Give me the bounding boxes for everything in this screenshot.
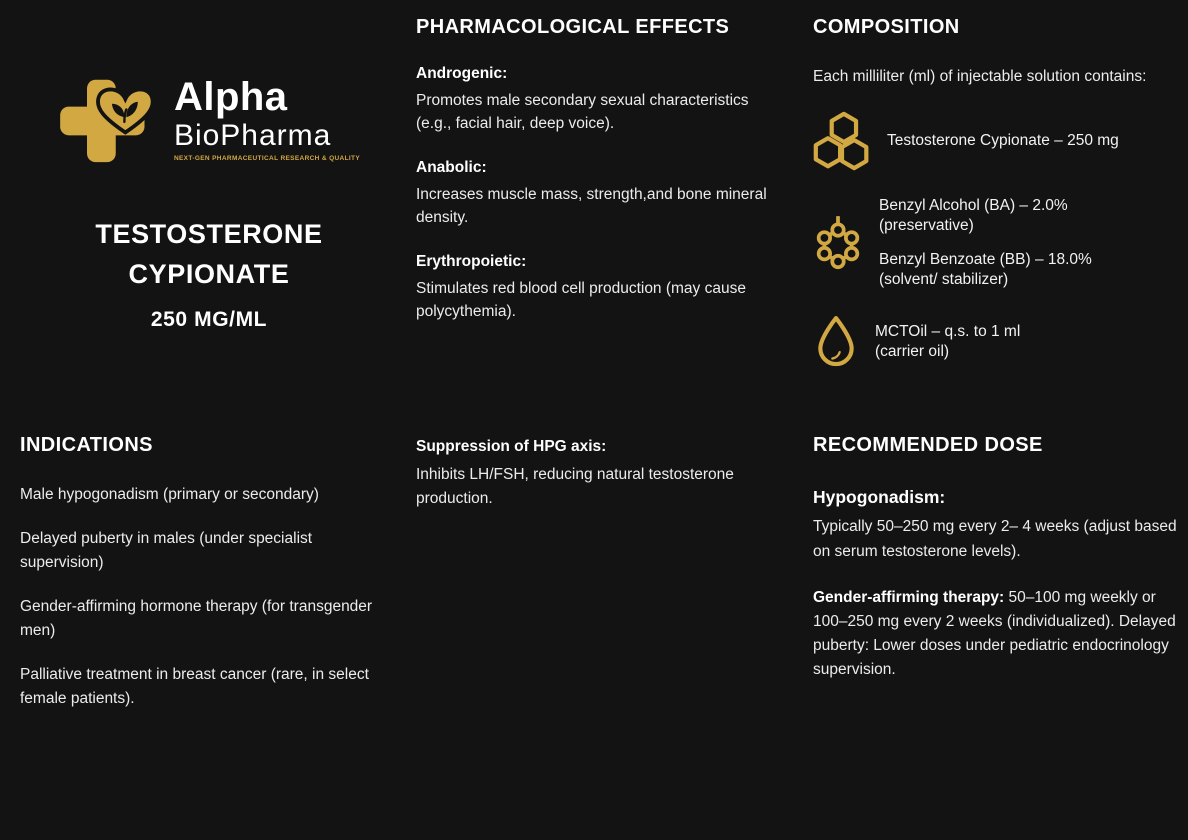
composition-item-testosterone bbox=[813, 110, 1179, 172]
effect-text-erythropoietic: Stimulates red blood cell production (may cause polycythemia). bbox=[416, 280, 746, 320]
brand-name-secondary: BioPharma bbox=[173, 119, 332, 153]
dose-heading: RECOMMENDED DOSE bbox=[813, 434, 1043, 456]
composition-heading: COMPOSITION bbox=[813, 16, 960, 38]
oil-drop-icon bbox=[813, 314, 859, 370]
composition-line: MCTOil – q.s. to 1 ml bbox=[875, 323, 1021, 340]
composition-text bbox=[887, 131, 1119, 151]
brand-tagline: NEXT-GEN PHARMACEUTICAL RESEARCH & QUALITY bbox=[173, 155, 361, 163]
composition-line: (preservative) bbox=[879, 217, 974, 234]
effect-label-androgenic: Androgenic: bbox=[416, 65, 508, 82]
product-title-block bbox=[20, 214, 398, 332]
effect-label-erythropoietic: Erythropoietic: bbox=[416, 253, 527, 270]
alpha-biopharma-cross-heart-icon bbox=[58, 74, 162, 166]
recommended-dose-section bbox=[813, 434, 1179, 682]
pharmacological-effects-section bbox=[416, 16, 776, 323]
gender-affirming-text: 50–100 mg weekly or 100–250 mg every 2 weeks (individualized). Delayed puberty: Lower doses under pediatric endocrinology supervision. bbox=[813, 589, 1176, 678]
product-strength: 250 MG/ML bbox=[150, 308, 268, 331]
hpg-label: Suppression of HPG axis: bbox=[416, 438, 607, 455]
product-name-line2: CYPIONATE bbox=[128, 259, 290, 289]
indication-item: Palliative treatment in breast cancer (rare, in select female patients). bbox=[20, 666, 369, 707]
brand-name-primary: Alpha bbox=[173, 75, 288, 120]
composition-line: (solvent/ stabilizer) bbox=[879, 271, 1009, 288]
effect-text-anabolic: Increases muscle mass, strength,and bone mineral density. bbox=[416, 186, 767, 226]
hypogonadism-text: Typically 50–250 mg every 2– 4 weeks (adjust based on serum testosterone levels). bbox=[813, 518, 1177, 560]
composition-item-mct-oil bbox=[813, 314, 1179, 370]
effect-text-androgenic: Promotes male secondary sexual characteristics (e.g., facial hair, deep voice). bbox=[416, 92, 749, 132]
indication-item: Male hypogonadism (primary or secondary) bbox=[20, 486, 319, 503]
effect-label-anabolic: Anabolic: bbox=[416, 159, 487, 176]
composition-item-benzyl bbox=[813, 196, 1179, 290]
brand-logo bbox=[20, 74, 398, 166]
molecule-icon bbox=[813, 213, 863, 273]
hpg-suppression-block bbox=[416, 438, 776, 511]
composition-line: (carrier oil) bbox=[875, 343, 950, 360]
effects-heading: PHARMACOLOGICAL EFFECTS bbox=[416, 16, 730, 38]
composition-section bbox=[813, 16, 1179, 370]
composition-line: Testosterone Cypionate – 250 mg bbox=[887, 132, 1119, 149]
composition-line: Benzyl Alcohol (BA) – 2.0% bbox=[879, 197, 1068, 214]
gender-affirming-dose bbox=[813, 586, 1179, 682]
composition-text bbox=[875, 322, 1020, 362]
honeycomb-icon bbox=[813, 110, 871, 172]
hpg-text: Inhibits LH/FSH, reducing natural testosterone production. bbox=[416, 466, 734, 507]
composition-intro: Each milliliter (ml) of injectable solution contains: bbox=[813, 68, 1147, 85]
indications-heading: INDICATIONS bbox=[20, 434, 153, 456]
indications-section bbox=[20, 434, 398, 711]
composition-text bbox=[879, 196, 1092, 290]
hypogonadism-label: Hypogonadism: bbox=[813, 487, 946, 507]
product-name-line1: TESTOSTERONE bbox=[95, 219, 323, 249]
composition-line: Benzyl Benzoate (BB) – 18.0% bbox=[879, 251, 1092, 268]
gender-affirming-label: Gender-affirming therapy: bbox=[813, 589, 1005, 606]
brand-wordmark bbox=[174, 77, 360, 163]
indication-item: Gender-affirming hormone therapy (for transgender men) bbox=[20, 598, 373, 639]
indication-item: Delayed puberty in males (under specialist supervision) bbox=[20, 530, 313, 571]
